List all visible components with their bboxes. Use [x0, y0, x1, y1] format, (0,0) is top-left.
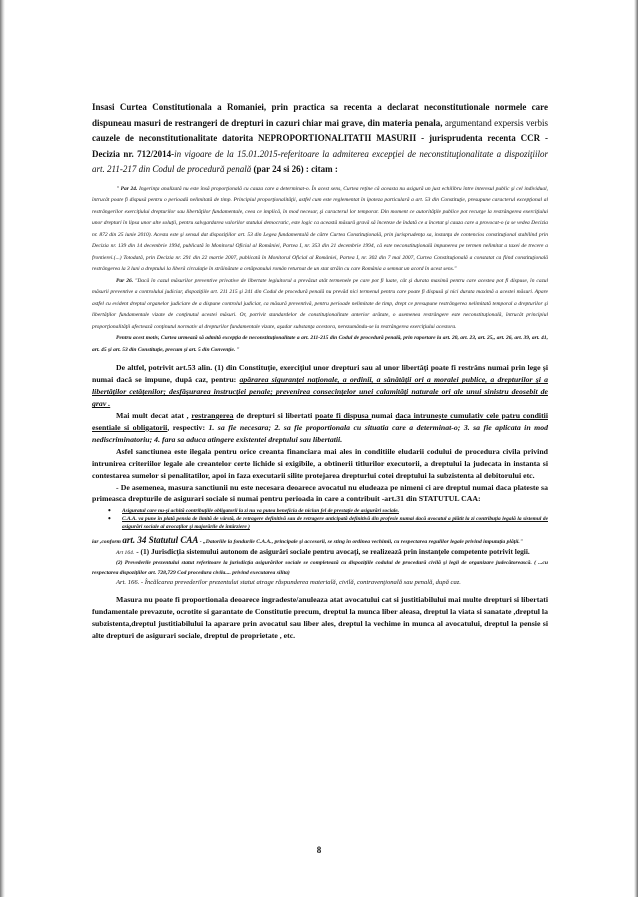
- final-paragraph: Masura nu poate fi proportionala deoarece ingradeste/anuleaza atat avocatului cat si justitiabilului mai multe drepturi si libertati fundamentale prevazute, ocrotite si garantate de Constitutie precum, dreptul la munca liber aleasa, dreptul la viata si sanatate ,dreptul la subzistenta,dreptul justitiabilului la aparare prin avocatul sau liber ales, dreptul la vechime in munca al avocatului, dreptul la pensie si alte drepturi de asigurari sociale, dreptul de proprietate , etc.: [92, 595, 548, 641]
- cond-d: restrangerea: [191, 411, 234, 421]
- intro-paragraph: [92, 100, 548, 178]
- cond-c: Mai mult decat atat ,: [116, 411, 192, 421]
- cond-i: , respectiv:: [167, 423, 209, 432]
- intro-part2: argumentand expersis verbis: [442, 117, 548, 128]
- quote-par24: [92, 184, 548, 276]
- art34-a: iar ,conform: [92, 539, 123, 546]
- de-asemenea-paragraph: - De asemenea, masura sanctiunii nu este necesara deoarece avocatul nu eludeaza pe nimeni ci are dreptul numai daca plateste sa primeasca drepturile de asigurari sociale si numai pentru perioada in care a contribuit -art.31 din STATUTUL CAA:: [92, 482, 548, 504]
- quoted-decision: [92, 184, 548, 357]
- intro-part4: in vigoare de la 15.01.2015-referitoare la admiterea excepţiei de neconstituţionalitate a dispoziţiilor art. 211-217 din Codul de procedură penală: [92, 148, 549, 175]
- intro-part3: cauzele de neconstitutionalitate datorita NEPROPORTIONALITATII MASURII - jurisprudenta recenta CCR -Decizia nr. 712/2014-: [92, 133, 548, 159]
- intro-part1: Insasi Curtea Constitutionala a Romaniei, prin practica sa recenta a declarat neconstitutionale normele care dispuneau masuri de restrangeri de drepturi in cazuri chiar mai grave, din materia penala,: [92, 102, 548, 128]
- par24-label: " Par 24.: [116, 185, 138, 192]
- asfel-paragraph: Asfel sanctiunea este ilegala pentru orice creanta financiara mai ales in conditiile eludarii codului de procedura civila privind intrunirea criteriilor legale ale creantelor certe lichide si exigibile, a obtinerii titlurilor executorii, a dreptului la judecata in instanta si contestarea sumelor si penalitatilor, apoi in faza executarii silite protejarea drepturlui cotei dreptului la subzistenta al debitorului etc.: [92, 446, 548, 480]
- par26-text: "Dacă în cazul măsurilor preventive privative de libertate legiuitorul a prevăzut atât termenele pe care pot fi luate, cât şi durata maximă pentru care acestea pot fi dispuse, în cazul măsurii preventive a controlului judiciar, dispoziţiile art. 211 215 şi 241 din Codul de procedură penală nu prevăd nici termenul pentru care poate fi dispusă şi nici durata maximă a acestei măsuri. Apare astfel cu evident dreptul organelor judiciare de a dispune controlul judiciar, ca măsură preventivă, pentru perioade nelimitate de timp, drept ce presupune restrângerea nelimitată temporal a drepturilor şi libertăţilor fundamentale vizate de conţinutul acestei măsuri. Or, potrivit standardelor de constituţionalitate anterior arătate, o asemenea restrângere este neconstituţională, întrucât principiul proporţionalităţii afectează conţinutul normativ al drepturilor fundamentale vizate, aşadar substanţa acestora, nerezumându-se la restrângerea exerciţiului acestora.: [92, 277, 549, 330]
- par26-end: Pentru acest motiv, Curtea urmează să admită excepţia de neconstituţionalitate a art. 211-215 din Codul de procedură penală, prin raportare la art. 20, art. 23, art. 25,, art. 26, art. 39, art. 41, art. 45 şi art. 53 din Constituţie, precum şi art. 5 din Convenţie. ": [92, 335, 548, 353]
- document-body: [92, 100, 548, 642]
- par24-text: Ingerinţa analizată nu este însă proporţională cu cauza care a determinat-o. În acest sens, Curtea reţine că aceasta nu asigură un just echilibru între interesul public şi cel individual, întrucât poate fi dispusă pentru o perioadă nelimitată de timp. Principiul proporţionalităţii, astfel cum este reglementat în ipoteza particulară a art. 53 din Constituţie, presupune caracterul excepţional al restrângerilor exerciţiului drepturilor sau libertăţilor fundamentale, ceea ce implică, în mod necesar, şi caracterul lor temporar. Din moment ce autorităţile publice pot recurge la restrângerea exerciţiului unor drepturi în lipsa unor alte soluţii, pentru salvgardarea valorilor statului democratic, este logic ca această măsură gravă să înceteze de îndată ce a încetat şi cauza care a provocat-o (a se vedea Decizia nr. 872 din 25 iunie 2010). Acesta este şi sensul dat dispoziţiilor art. 53 din Legea fundamentală de către Curtea Constituţională, prin jurisprudenţa sa, instanţa de contencios constituţional stabilind prin Decizia nr. 139 din 14 decembrie 1994, publicată în Monitorul Oficial al României, Partea I, nr. 353 din 21 decembrie 1994, că este neconstituţională impunerea pe termen nelimitat a taxei de trecere a frontierei.(...) Totodată, prin Decizia nr. 291 din 22 martie 2007, publicată în Monitorul Oficial al României, Partea I, nr. 302 din 7 mai 2007, Curtea Constituţională a constatat ca fiind constituţională restrângerea la 3 luni a dreptului la liberă circulaţie în străinătate a cetăţeanului român returnat de un stat străin cu care România a semnat un acord în acest sens.": [92, 185, 548, 273]
- art53-a: De altfel, potrivit art.53 alin. (1) din Constituţie, exerciţiul unor drepturi sau al unor libertăţi poate fi restrâns numai prin lege şi numai dacă se impune, după caz, pentru:: [92, 363, 548, 385]
- bullet-item: • C.A.A. va pune în plată pensia de limită de vârstă, de retragere definitivă sau de retragere anticipată definitivă din profesie numai dacă avocatul a plătit la zi contribuţia legală la sistemul de asigurări sociale al avocaţilor şi majorările de întârziere ): [122, 515, 548, 531]
- art53-b: apărarea siguranţei naţionale, a ordinii, a sănătăţii ori a moralei publice, a drepturilor şi a libertăţilor cetăţenilor; desfăşurarea instrucţiei penale; prevenirea consecinţelor unei calamităţi naturale ori ale unui sinistru deosebit de grav .: [92, 375, 548, 409]
- cond-j: 1. sa fie necesara; 2. sa fie proportionala cu situatia care a determinat-o; 3. sa fie aplicata in mod nediscriminatoriu; 4. fara sa aduca atingere existentei dreptului sau libertatii.: [92, 423, 548, 444]
- statute-bullets: [92, 507, 548, 531]
- art164-e: - (1) Jurisdicţia sistemului autonom de asigurări sociale pentru avocaţi, se realizează prin instanţele competente potrivit legii.: [134, 547, 530, 557]
- scan-edge-right: [634, 0, 638, 897]
- art53-paragraph: [92, 362, 548, 410]
- quote-par26: [92, 276, 548, 334]
- art164-2-paragraph: (2) Prevederile prezentului statut referitoare la jurisdicţia asigurărilor sociale se completează cu dispoziţiile codului de procedură civilă şi legii de organizare judecătorească. ( ...cu respectarea dispoziţiilor art. 728,729 Cod procedura civila.... privind executarea silita): [92, 560, 548, 577]
- cond-e: de drepturi si libertati: [233, 411, 316, 421]
- scan-edge-left: [0, 0, 5, 897]
- cond-h: daca intrunește cumulativ cele patru conditii esentiale si obligatorii: [92, 411, 548, 432]
- page-number: 8: [316, 845, 322, 855]
- intro-part5: (par 24 si 26) : citam :: [253, 164, 338, 175]
- par26-label: Par 26.: [116, 277, 134, 284]
- quote-par26-end: [92, 333, 548, 356]
- cond-g: numai: [371, 411, 396, 421]
- art34-c: - „Datoriile la fondurile C.A.A., principale şi accesorii, se sting în ordinea vechimii, cu respectarea regulilor legale privind imputaţia plăţii.": [198, 539, 523, 546]
- art166-paragraph: Art. 166. - Încălcarea prevederilor prezentului statut atrage răspunderea materială, civilă, contravenţională sau penală, după caz.: [116, 579, 461, 587]
- art34-b: art. 34 Statutul CAA: [122, 535, 199, 546]
- art164-d: Art 164.: [116, 550, 135, 557]
- art164-paragraph: [92, 547, 548, 558]
- bullet-item: • Asiguratul care nu-şi achită contribuţiile obligatorii la zi nu va putea beneficia de niciun fel de prestaţie de asigurări sociale.: [122, 507, 548, 515]
- conditions-paragraph: [92, 410, 548, 446]
- cond-f: poate fi dispusa: [315, 411, 372, 421]
- art34-paragraph: [92, 535, 548, 547]
